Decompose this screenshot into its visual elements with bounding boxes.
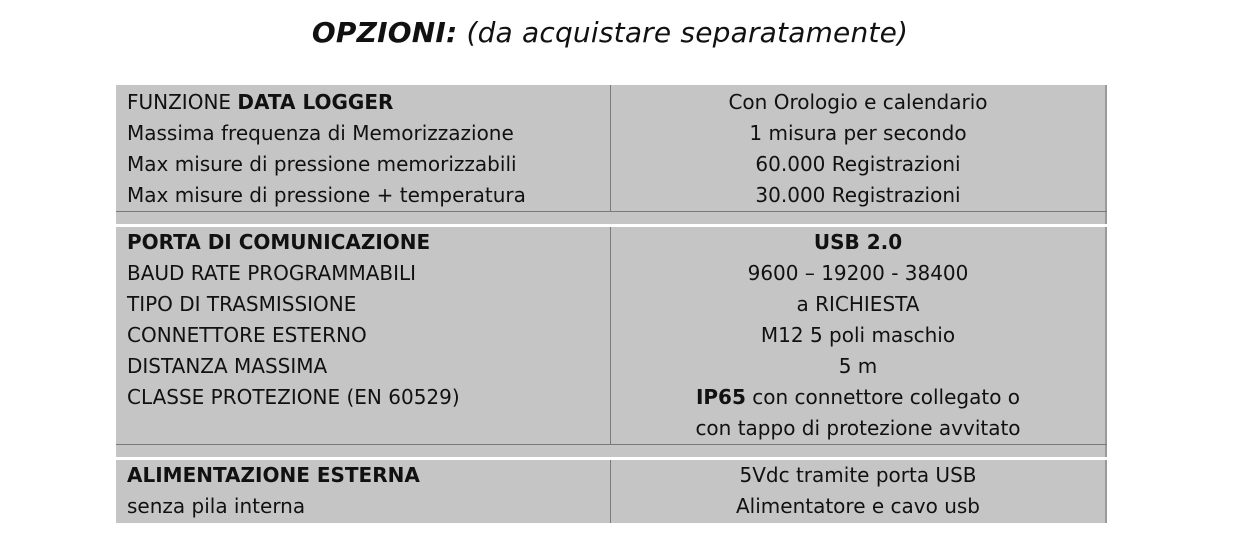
row-label: DISTANZA MASSIMA	[127, 354, 328, 378]
row-value: 9600 – 19200 - 38400	[747, 261, 969, 285]
row-label: TIPO DI TRASMISSIONE	[127, 292, 357, 316]
row-label: PORTA DI COMUNICAZIONE	[127, 230, 431, 254]
row-value: M12 5 poli maschio	[760, 323, 956, 347]
row-label: Max misure di pressione memorizzabili	[127, 152, 517, 176]
row-label: CLASSE PROTEZIONE (EN 60529)	[127, 385, 460, 409]
row-label: Max misure di pressione + temperatura	[127, 183, 526, 207]
row-value: Con Orologio e calendario	[728, 90, 988, 114]
row-label: senza pila interna	[127, 494, 306, 518]
title-bold: OPZIONI:	[311, 16, 458, 49]
row-label: ALIMENTAZIONE ESTERNA	[127, 463, 420, 487]
section-line	[116, 211, 1107, 212]
row-value: con tappo di protezione avvitato	[695, 416, 1021, 440]
row-value: a RICHIESTA	[796, 292, 920, 316]
row-value: 30.000 Registrazioni	[755, 183, 961, 207]
row-label: FUNZIONE DATA LOGGER	[127, 90, 394, 114]
section-line	[116, 444, 1107, 445]
row-label: CONNETTORE ESTERNO	[127, 323, 367, 347]
row-label: BAUD RATE PROGRAMMABILI	[127, 261, 417, 285]
options-table	[116, 85, 1107, 523]
page-title	[0, 16, 1220, 49]
row-value: USB 2.0	[813, 230, 903, 254]
row-value: 1 misura per secondo	[749, 121, 967, 145]
row-value: 5 m	[838, 354, 878, 378]
row-value: 5Vdc tramite porta USB	[739, 463, 977, 487]
row-label: Massima frequenza di Memorizzazione	[127, 121, 514, 145]
row-value: Alimentatore e cavo usb	[735, 494, 980, 518]
title-subtitle: (da acquistare separatamente)	[466, 16, 909, 49]
row-value: 60.000 Registrazioni	[755, 152, 961, 176]
row-value: IP65 con connettore collegato o	[695, 385, 1021, 409]
